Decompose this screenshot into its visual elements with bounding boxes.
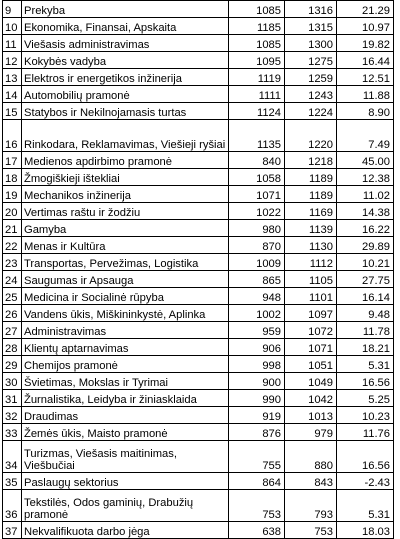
change-percent: 7.49: [337, 120, 394, 152]
sector-name: Vandens ūkis, Miškininkystė, Aplinka: [22, 305, 229, 322]
value-previous: 753: [229, 490, 285, 522]
sector-name: Kokybės vadyba: [22, 52, 229, 69]
table-row: [3, 356, 394, 373]
sector-name: Prekyba: [22, 1, 229, 18]
table-row: [3, 424, 394, 441]
value-previous: 959: [229, 322, 285, 339]
row-number: 23: [3, 254, 22, 271]
row-number: 20: [3, 203, 22, 220]
change-percent: 9.48: [337, 305, 394, 322]
table-row: [3, 120, 394, 152]
value-current: 1051: [285, 356, 337, 373]
value-current: 753: [285, 522, 337, 539]
value-previous: 870: [229, 237, 285, 254]
row-number: 21: [3, 220, 22, 237]
value-previous: 1002: [229, 305, 285, 322]
table-row: [3, 254, 394, 271]
table-row: [3, 103, 394, 120]
value-current: 1097: [285, 305, 337, 322]
row-number: 9: [3, 1, 22, 18]
value-previous: 1111: [229, 86, 285, 103]
value-current: 1220: [285, 120, 337, 152]
value-previous: 990: [229, 390, 285, 407]
change-percent: 11.02: [337, 186, 394, 203]
sector-name: Tekstilės, Odos gaminių, Drabužių pramonė: [22, 490, 229, 522]
value-current: 1316: [285, 1, 337, 18]
row-number: 19: [3, 186, 22, 203]
change-percent: 5.31: [337, 356, 394, 373]
table-row: [3, 237, 394, 254]
row-number: 26: [3, 305, 22, 322]
value-previous: 919: [229, 407, 285, 424]
value-previous: 755: [229, 441, 285, 473]
value-previous: 1095: [229, 52, 285, 69]
row-number: 12: [3, 52, 22, 69]
row-number: 24: [3, 271, 22, 288]
table-row: [3, 69, 394, 86]
sector-name: Menas ir Kultūra: [22, 237, 229, 254]
row-number: 36: [3, 490, 22, 522]
value-current: 1071: [285, 339, 337, 356]
value-current: 1315: [285, 18, 337, 35]
value-current: 1189: [285, 186, 337, 203]
row-number: 22: [3, 237, 22, 254]
change-percent: 19.82: [337, 35, 394, 52]
row-number: 10: [3, 18, 22, 35]
sector-name: Žurnalistika, Leidyba ir žiniasklaida: [22, 390, 229, 407]
change-percent: 45.00: [337, 152, 394, 169]
change-percent: 10.97: [337, 18, 394, 35]
sector-name: Turizmas, Viešasis maitinimas, Viešbučiai: [22, 441, 229, 473]
row-number: 37: [3, 522, 22, 539]
change-percent: 14.38: [337, 203, 394, 220]
sector-name: Ekonomika, Finansai, Apskaita: [22, 18, 229, 35]
sector-name: Paslaugų sektorius: [22, 473, 229, 490]
value-previous: 1071: [229, 186, 285, 203]
row-number: 13: [3, 69, 22, 86]
value-previous: 876: [229, 424, 285, 441]
value-current: 1169: [285, 203, 337, 220]
table-row: [3, 220, 394, 237]
value-current: 1130: [285, 237, 337, 254]
table-row: [3, 373, 394, 390]
value-current: 1224: [285, 103, 337, 120]
value-current: 1049: [285, 373, 337, 390]
value-current: 979: [285, 424, 337, 441]
change-percent: 11.76: [337, 424, 394, 441]
row-number: 30: [3, 373, 22, 390]
change-percent: 16.56: [337, 373, 394, 390]
value-previous: 980: [229, 220, 285, 237]
table-row: [3, 169, 394, 186]
change-percent: 5.31: [337, 490, 394, 522]
value-previous: 1022: [229, 203, 285, 220]
value-previous: 1119: [229, 69, 285, 86]
sector-name: Rinkodara, Reklamavimas, Viešieji ryšiai: [22, 120, 229, 152]
sector-name: Žemės ūkis, Maisto pramonė: [22, 424, 229, 441]
table-row: [3, 490, 394, 522]
row-number: 29: [3, 356, 22, 373]
value-current: 1101: [285, 288, 337, 305]
sector-name: Švietimas, Mokslas ir Tyrimai: [22, 373, 229, 390]
change-percent: 12.51: [337, 69, 394, 86]
table-row: [3, 152, 394, 169]
table-row: [3, 522, 394, 539]
value-previous: 638: [229, 522, 285, 539]
value-previous: 1135: [229, 120, 285, 152]
value-previous: 948: [229, 288, 285, 305]
sector-name: Žmogiškieji ištekliai: [22, 169, 229, 186]
table-row: [3, 186, 394, 203]
value-current: 1259: [285, 69, 337, 86]
table-row: [3, 52, 394, 69]
sector-name: Viešasis administravimas: [22, 35, 229, 52]
table-row: [3, 271, 394, 288]
value-previous: 1058: [229, 169, 285, 186]
value-current: 1105: [285, 271, 337, 288]
change-percent: 10.21: [337, 254, 394, 271]
table-row: [3, 305, 394, 322]
table-row: [3, 407, 394, 424]
value-current: 843: [285, 473, 337, 490]
sector-name: Vertimas raštu ir žodžiu: [22, 203, 229, 220]
change-percent: 16.44: [337, 52, 394, 69]
change-percent: 29.89: [337, 237, 394, 254]
value-current: 1189: [285, 169, 337, 186]
change-percent: 16.14: [337, 288, 394, 305]
change-percent: 8.90: [337, 103, 394, 120]
change-percent: 21.29: [337, 1, 394, 18]
change-percent: 5.25: [337, 390, 394, 407]
table-row: [3, 35, 394, 52]
value-current: 1013: [285, 407, 337, 424]
sector-name: Gamyba: [22, 220, 229, 237]
value-current: 1275: [285, 52, 337, 69]
change-percent: 18.21: [337, 339, 394, 356]
value-current: 1112: [285, 254, 337, 271]
sector-name: Nekvalifikuota darbo jėga: [22, 522, 229, 539]
change-percent: 11.88: [337, 86, 394, 103]
row-number: 35: [3, 473, 22, 490]
value-current: 1218: [285, 152, 337, 169]
row-number: 31: [3, 390, 22, 407]
table-row: [3, 1, 394, 18]
row-number: 33: [3, 424, 22, 441]
value-current: 880: [285, 441, 337, 473]
table-row: [3, 18, 394, 35]
table-row: [3, 339, 394, 356]
sector-name: Mechanikos inžinerija: [22, 186, 229, 203]
row-number: 25: [3, 288, 22, 305]
salary-table: [2, 0, 394, 539]
sector-name: Administravimas: [22, 322, 229, 339]
row-number: 11: [3, 35, 22, 52]
table-row: [3, 86, 394, 103]
change-percent: 16.22: [337, 220, 394, 237]
sector-name: Saugumas ir Apsauga: [22, 271, 229, 288]
table-row: [3, 203, 394, 220]
row-number: 18: [3, 169, 22, 186]
row-number: 15: [3, 103, 22, 120]
sector-name: Draudimas: [22, 407, 229, 424]
sector-name: Chemijos pramonė: [22, 356, 229, 373]
value-previous: 998: [229, 356, 285, 373]
value-current: 1072: [285, 322, 337, 339]
salary-table-body: [3, 1, 394, 539]
change-percent: 12.38: [337, 169, 394, 186]
sector-name: Medicina ir Socialinė rūpyba: [22, 288, 229, 305]
row-number: 17: [3, 152, 22, 169]
sector-name: Transportas, Pervežimas, Logistika: [22, 254, 229, 271]
value-previous: 864: [229, 473, 285, 490]
value-current: 1243: [285, 86, 337, 103]
table-row: [3, 473, 394, 490]
change-percent: 18.03: [337, 522, 394, 539]
change-percent: 27.75: [337, 271, 394, 288]
table-row: [3, 322, 394, 339]
value-current: 1300: [285, 35, 337, 52]
value-previous: 900: [229, 373, 285, 390]
value-previous: 865: [229, 271, 285, 288]
row-number: 28: [3, 339, 22, 356]
value-previous: 1085: [229, 35, 285, 52]
value-previous: 1124: [229, 103, 285, 120]
row-number: 16: [3, 120, 22, 152]
sector-name: Klientų aptarnavimas: [22, 339, 229, 356]
change-percent: 10.23: [337, 407, 394, 424]
value-current: 1139: [285, 220, 337, 237]
change-percent: 11.78: [337, 322, 394, 339]
table-row: [3, 390, 394, 407]
value-previous: 1009: [229, 254, 285, 271]
value-previous: 906: [229, 339, 285, 356]
sector-name: Elektros ir energetikos inžinerija: [22, 69, 229, 86]
change-percent: 16.56: [337, 441, 394, 473]
table-row: [3, 288, 394, 305]
value-current: 1042: [285, 390, 337, 407]
change-percent: -2.43: [337, 473, 394, 490]
row-number: 32: [3, 407, 22, 424]
value-previous: 840: [229, 152, 285, 169]
row-number: 27: [3, 322, 22, 339]
value-current: 793: [285, 490, 337, 522]
value-previous: 1185: [229, 18, 285, 35]
value-previous: 1085: [229, 1, 285, 18]
sector-name: Medienos apdirbimo pramonė: [22, 152, 229, 169]
sector-name: Automobilių pramonė: [22, 86, 229, 103]
table-row: [3, 441, 394, 473]
row-number: 14: [3, 86, 22, 103]
row-number: 34: [3, 441, 22, 473]
sector-name: Statybos ir Nekilnojamasis turtas: [22, 103, 229, 120]
